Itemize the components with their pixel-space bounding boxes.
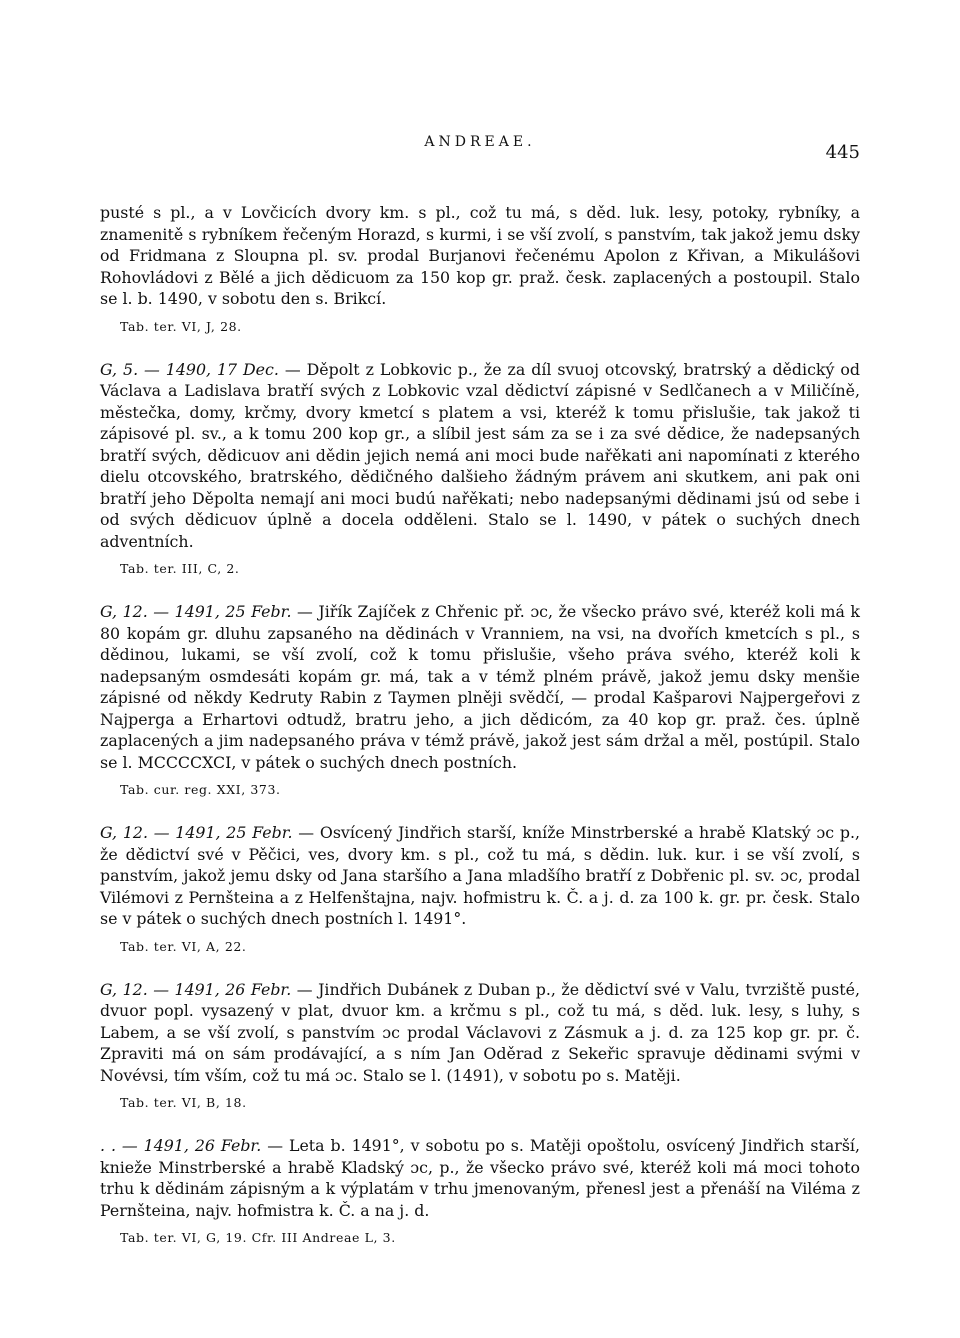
source-reference: Tab. ter. VI, G, 19. Cfr. III Andreae L, 3. [120, 1230, 396, 1245]
entry-lead: G, 12. — 1491, 25 Febr. [100, 602, 292, 621]
entry-1 [100, 359, 860, 578]
source-reference: Tab. cur. reg. XXI, 373. [120, 782, 281, 797]
entry-5 [100, 1135, 860, 1246]
source-reference: Tab. ter. VI, B, 18. [120, 1095, 247, 1110]
entry-body: — Jindřich Dubánek z Duban p., že dědictví své v Valu, tvrziště pusté, dvuor popl. vysazený v plat, dvuor km. a krčmu s pl., což tu má, s děd. luk. lesy, s luhy, s Labem, a se vší zvolí, s panstvím ɔc prodal Václavovi z Zásmuk a j. d. za 125 kop gr. pr. č. Zpraviti má on sám prodávající, a s ním Jan Oděrad z Sekeřic spravuje dědinami svými v Novévsi, tím vším, což tu má ɔc. Stalo se l. (1491), v sobotu po s. Matěji. [100, 979, 860, 1085]
entry-text: pusté s pl., a v Lovčicích dvory km. s pl., což tu má, s děd. luk. lesy, potoky, rybníky, a znamenitě s rybníkem řečeným Horazd, s kurmi, i se vší zvolí, s panstvím, tak jakož jemu dsky od Fridmana z Sloupna pl. sv. prodal Burjanovi řečenému Apolon z Křivan, a Mikulášovi Rohovládovi z Bělé a jich dědicuom za 150 kop gr. praž. česk. zaplacených a postoupil. Stalo se l. b. 1490, v sobotu den s. Brikcí. [100, 203, 860, 308]
entry-body: — Děpolt z Lobkovic p., že za díl svuoj otcovský, bratrský a dědický od Václava a Ladislava bratří svých z Lobkovic vzal dědictví zápisné v Sedlčanech a v Miličíně, městečka, domy, krčmy, dvory kmetcí s platem a vsi, kteréž k tomu přislušie, tak jakož ti zápisové pl. sv., a k tomu 200 kop gr., a slíbil jest sám za se i za své dědice, že nadepsaných bratří svých, dědicuov ani dědin jejich nemá ani moci bude nařěkati ani napomínati z kterého dielu otcovského, bratrského, dědičného dalšieho žádným právem ani skutkem, ani pak oni bratří jeho Děpolta nemají ani moci budú nařěkati; nebo nadepsanými dědinami jsú od sebe i od svých dědicuov úplně a docela odděleni. Stalo se l. 1490, v pátek o suchých dnech adventních. [100, 359, 860, 551]
page-number: 445 [825, 142, 860, 163]
entry-text [100, 1135, 860, 1221]
entry-body: — Osvícený Jindřich starší, kníže Minstrberské a hrabě Klatský ɔc p., že dědictví své v Pěčici, ves, dvory km. s pl., což tu má, s dědin. luk. kur. i se vší zvolí, s panstvím, jakož jemu dsky od Jana staršího a Jana mladšího bratří z Dobřenic pl. sv. ɔc, prodal Vilémovi z Pernšteina a z Helfenštajna, najv. hofmistru k. Č. a j. d. za 100 k. gr. pr. česk. Stalo se v pátek o suchých dnech postních l. 1491°. [100, 823, 860, 928]
running-title: ANDREAE. [424, 134, 536, 150]
running-head [100, 134, 860, 178]
entry-continuation [100, 202, 860, 335]
entry-text [100, 979, 860, 1087]
entry-text [100, 822, 860, 930]
entry-body: — Leta b. 1491°, v sobotu po s. Matěji opoštolu, osvícený Jindřich starší, knieže Minstrberské a hrabě Kladský ɔc, p., že všecko právo své, kteréž koli má moci tohoto trhu k dědinám zápisným a k výplatám v trhu jmenovaným, přenesl jest a přenáší na Viléma z Pernšteina, najv. hofmistra k. Č. a na j. d. [100, 1136, 860, 1220]
entry-lead: . . — 1491, 26 Febr. [100, 1136, 262, 1155]
entry-lead: G, 5. — 1490, 17 Dec. [100, 359, 279, 379]
document-page [100, 134, 860, 1246]
source-reference: Tab. ter. VI, J, 28. [120, 318, 242, 334]
source-reference: Tab. ter. VI, A, 22. [120, 938, 247, 954]
entry-lead: G, 12. — 1491, 26 Febr. [100, 979, 292, 999]
entry-text [100, 359, 860, 553]
entry-body: — Jiřík Zajíček z Chřenic př. ɔc, že všecko právo své, kteréž koli má k 80 kopám gr. dluhu zapsaného na dědinách v Vranniem, na vsi, na dvořích kmetcích s pl., s dědinou, lukami, se vší zvolí, což k tomu přislušie, všeho práva svého, kteréž koli k nadepsaným osmdesáti kopám gr. má, tak a v témž plném právě, jakož jemu dsky menšie zápisné od někdy Kedruty Rabin z Taymen plněji svědčí, — prodal Kašparovi Najpergeřovi z Najperga a Erhartovi odtudž, bratru jeho, a jich dědicóm, za 40 kop gr. praž. čes. úplně zaplacených a jim nadepsaného práva v témž právě, jakož jest sám držal a měl, postúpil. Stalo se l. MCCCCXCI, v pátek o suchých dnech postních. [100, 602, 860, 772]
entry-2 [100, 601, 860, 798]
source-reference: Tab. ter. III, C, 2. [120, 561, 240, 576]
entry-lead: G, 12. — 1491, 25 Febr. [100, 823, 293, 842]
entry-text [100, 601, 860, 773]
entry-3 [100, 822, 860, 955]
entry-4 [100, 979, 860, 1112]
